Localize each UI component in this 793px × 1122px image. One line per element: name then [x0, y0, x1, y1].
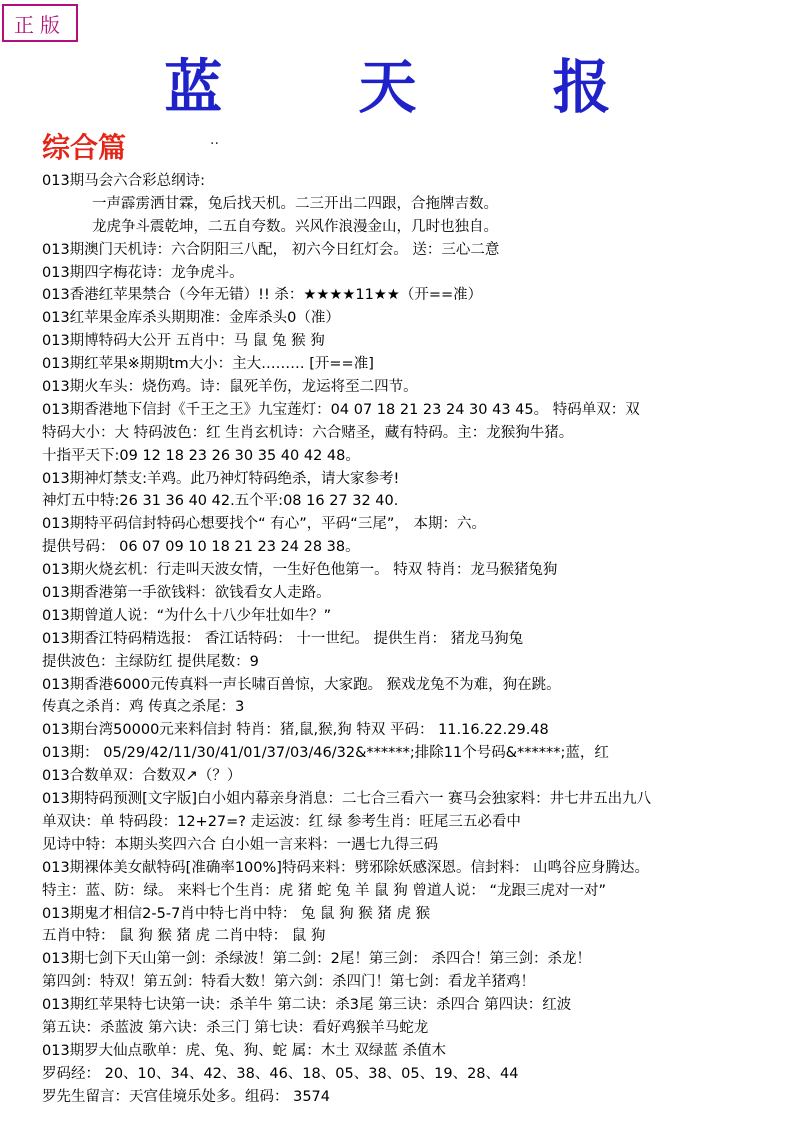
- text-line: 013红苹果金库杀头期期准：金库杀头0（准）: [42, 310, 340, 327]
- text-line: 013期澳门天机诗：六合阴阳三八配， 初六今日红灯会。 送：三心二意: [42, 241, 500, 258]
- text-line: 传真之杀肖：鸡 传真之杀尾：3: [42, 699, 245, 716]
- text-line: 提供号码： 06 07 09 10 18 21 23 24 28 38。: [42, 539, 360, 556]
- text-line: 013期四字梅花诗：龙争虎斗。: [42, 264, 244, 281]
- section-dots: ..: [210, 132, 219, 148]
- text-line: 013期香港6000元传真料一声长啸百兽惊，大家跑。 猴戏龙兔不为难，狗在跳。: [42, 676, 561, 693]
- section-title: 综合篇: [42, 131, 127, 164]
- text-line: 013期特码预测[文字版]白小姐内幕亲身消息：二七合三看六一 赛马会独家料：井七井五出九八: [42, 791, 652, 808]
- text-line: 013期裸体美女献特码[准确率100%]特码来料：劈邪除妖感深恩。信封料： 山鸣谷应身腾达。: [42, 859, 650, 876]
- text-line: 第四剑：特双！第五剑：特看大数！第六剑：杀四门！第七剑：看龙羊猪鸡！: [42, 974, 535, 991]
- text-line: 013期博特码大公开 五肖中：马 鼠 兔 猴 狗: [42, 333, 325, 350]
- text-line: 013期火烧玄机：行走叫天波女情，一生好色他第一。 特双 特肖：龙马猴猪兔狗: [42, 562, 558, 579]
- text-line: 013期七剑下天山第一剑：杀绿波！第二剑：2尾！第三剑： 杀四合！第三剑：杀龙！: [42, 951, 592, 968]
- text-line: 013期马会六合彩总纲诗:: [42, 173, 206, 189]
- text-line: 013合数单双：合数双↗（？）: [42, 768, 242, 785]
- text-line: 提供波色：主绿防红 提供尾数：9: [42, 653, 259, 670]
- text-line: 第五诀：杀蓝波 第六诀：杀三门 第七诀：看好鸡猴羊马蛇龙: [42, 1019, 429, 1036]
- text-line: 五肖中特： 鼠 狗 猴 猪 虎 二肖中特： 鼠 狗: [42, 928, 326, 945]
- text-line: 013期： 05/29/42/11/30/41/01/37/03/46/32&******;排除11个号码&******;蓝，红: [42, 745, 609, 762]
- text-line: 013期罗大仙点歌单：虎、兔、狗、蛇 属：木土 双绿蓝 杀值木: [42, 1042, 447, 1059]
- text-line: 罗码经： 20、10、34、42、38、46、18、05、38、05、19、28、44: [42, 1065, 519, 1082]
- text-line: 013期台湾50000元来料信封 特肖：猪,鼠,猴,狗 特双 平码： 11.16.22.29.48: [42, 722, 549, 739]
- text-line: 特主：蓝、防：绿。 来料七个生肖：虎 猪 蛇 兔 羊 鼠 狗 曾道人说： “龙跟三虎对一对”: [42, 882, 607, 899]
- text-line: 013期红苹果※期期tm大小：主大……… [开==准]: [42, 356, 374, 373]
- text-line: 013期香江特码精选报： 香江话特码： 十一世纪。 提供生肖： 猪龙马狗兔: [42, 630, 524, 647]
- text-line: 013期红苹果特七诀第一诀：杀羊牛 第二诀：杀3尾 第三诀：杀四合 第四诀：红波: [42, 997, 572, 1014]
- text-line: 013期香港第一手欲钱料：欲钱看女人走路。: [42, 585, 331, 602]
- text-line: 013期特平码信封特码心想要找个“ 有心”，平码“三尾”， 本期：六。: [42, 516, 486, 533]
- text-line: 一声霹雳洒甘霖，兔后找天机。二三开出二四跟，合拖牌吉数。: [92, 195, 498, 212]
- text-line: 013期神灯禁支:羊鸡。此乃神灯特码绝杀，请大家参考!: [42, 470, 400, 487]
- content-body: [42, 170, 792, 1109]
- text-line: 013期火车头：烧伤鸡。诗：鼠死羊伤，龙运将至二四节。: [42, 379, 418, 396]
- text-line: 龙虎争斗震乾坤，二五自夸数。兴风作浪漫金山，几时也独自。: [92, 218, 498, 235]
- text-line: 十指平天下:09 12 18 23 26 30 35 40 42 48。: [42, 447, 360, 464]
- text-line: 罗先生留言：天宫佳境乐处多。组码： 3574: [42, 1088, 331, 1105]
- text-line: 013期香港地下信封《千王之王》九宝莲灯：04 07 18 21 23 24 30 43 45。 特码单双：双: [42, 401, 640, 418]
- official-badge: 正版: [2, 4, 78, 42]
- text-line: 013香港红苹果禁合（今年无错）!! 杀：★★★★11★★（开==准）: [42, 287, 483, 304]
- text-line: 013期鬼才相信2-5-7肖中特七肖中特： 兔 鼠 狗 猴 猪 虎 猴: [42, 905, 431, 922]
- masthead-title: 蓝 天 报: [164, 53, 669, 121]
- text-line: 神灯五中特:26 31 36 40 42.五个平:08 16 27 32 40.: [42, 493, 399, 510]
- text-line: 013期曾道人说：“为什么十八少年壮如牛？”: [42, 607, 332, 624]
- text-line: 见诗中特：本期头奖四六合 白小姐一言来料：一遇七九得三码: [42, 836, 439, 853]
- text-line: 单双诀：单 特码段：12+27=? 走运波：红 绿 参考生肖：旺尾三五必看中: [42, 813, 521, 830]
- text-line: 特码大小：大 特码波色：红 生肖玄机诗：六合赌圣，藏有特码。主：龙猴狗牛猪。: [42, 424, 574, 441]
